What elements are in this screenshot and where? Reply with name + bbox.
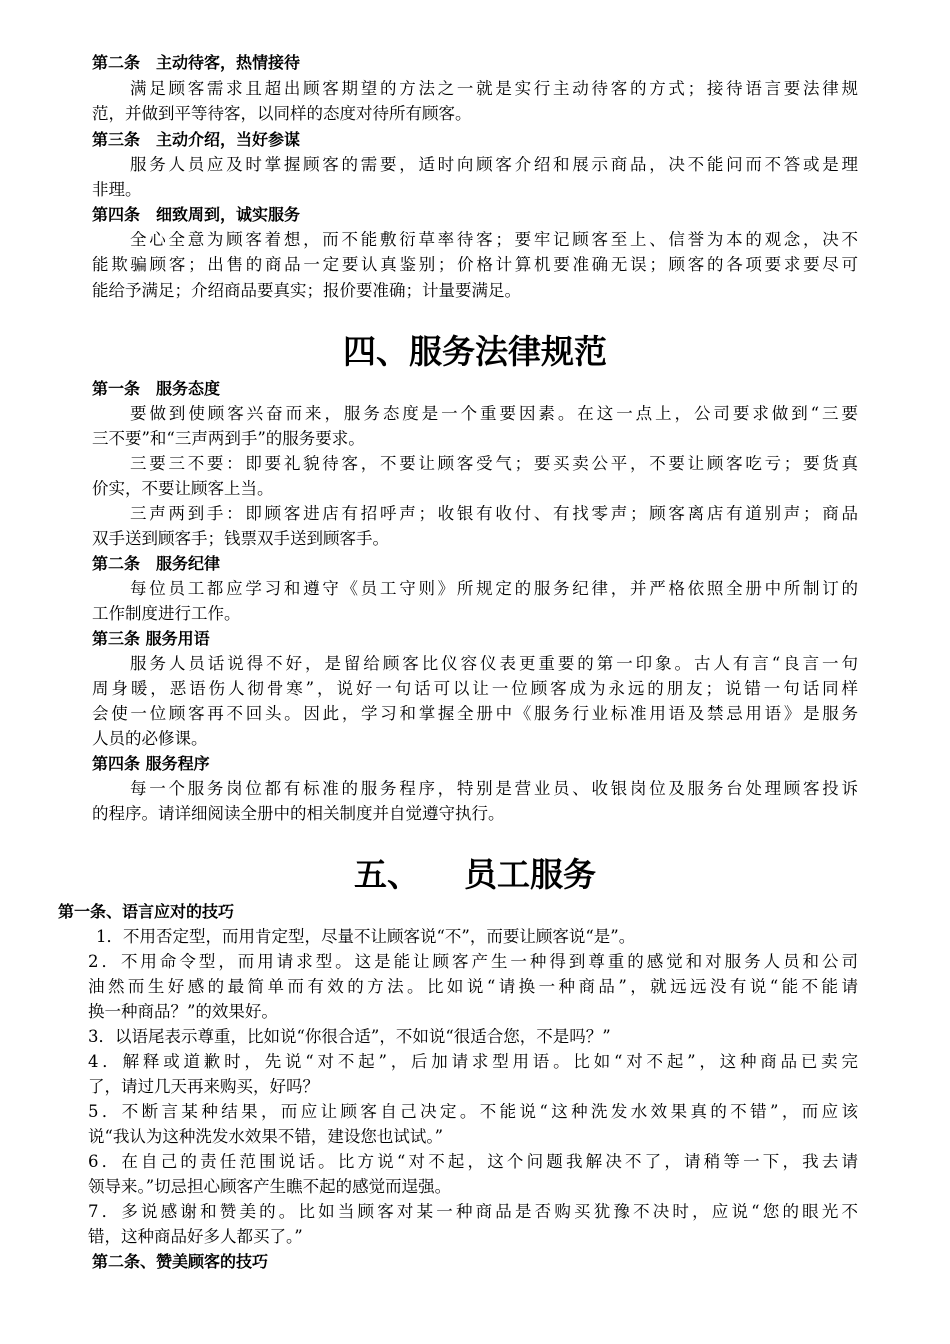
list-item-line: 1．不用否定型，而用肯定型，尽量不让顾客说“不”，而要让顾客说“是”。 (96, 927, 636, 946)
list-item-line: 换一种商品？”的效果好。 (88, 1002, 278, 1021)
article-title: 第三条 主动介绍，当好参谋 (92, 130, 301, 149)
article-title: 第二条、赞美顾客的技巧 (92, 1252, 269, 1271)
list-item-line: 4．解释或道歉时，先说“对不起”，后加请求型用语。比如“对不起”，这种商品已卖完 (88, 1052, 858, 1071)
list-item-line: 了，请过几天再来购买，好吗？ (88, 1077, 319, 1096)
section-title: 员工服务 (464, 855, 596, 894)
section-heading (0, 853, 950, 897)
list-item-line: 油然而生好感的最简单而有效的方法。比如说“请换一种商品”，就远远没有说“能不能请 (88, 977, 858, 996)
paragraph-line: 非理。 (92, 180, 142, 199)
paragraph-line: 价实，不要让顾客上当。 (92, 479, 274, 498)
paragraph-line: 三要三不要：即要礼貌待客，不要让顾客受气；要买卖公平，不要让顾客吃亏；要货真 (130, 454, 858, 473)
paragraph-line: 服务人员应及时掌握顾客的需要，适时向顾客介绍和展示商品，决不能问而不答或是理 (130, 155, 858, 174)
paragraph-line: 每位员工都应学习和遵守《员工守则》所规定的服务纪律，并严格依照全册中所制订的 (130, 579, 858, 598)
list-item-line: 5．不断言某种结果，而应让顾客自己决定。不能说“这种洗发水效果真的不错”，而应该 (88, 1102, 858, 1121)
paragraph-line: 全心全意为顾客着想，而不能敷衍草率待客；要牢记顾客至上、信誉为本的观念，决不 (130, 230, 858, 249)
paragraph-line: 三声两到手：即顾客进店有招呼声；收银有收付、有找零声；顾客离店有道别声；商品 (130, 504, 858, 523)
article-title: 第一条 服务态度 (92, 379, 221, 398)
article-title: 第二条 服务纪律 (92, 554, 221, 573)
section-number: 五、 (354, 855, 420, 894)
paragraph-line: 的程序。请详细阅读全册中的相关制度并自觉遵守执行。 (92, 804, 505, 823)
list-item-line: 领导来。”切忌担心顾客产生瞧不起的感觉而逞强。 (88, 1177, 452, 1196)
list-item-line: 2．不用命令型，而用请求型。这是能让顾客产生一种得到尊重的感觉和对服务人员和公司 (88, 952, 858, 971)
paragraph-line: 能欺骗顾客；出售的商品一定要认真鉴别；价格计算机要准确无误；顾客的各项要求要尽可 (92, 255, 858, 274)
paragraph-line: 周身暖，恶语伤人彻骨寒”，说好一句话可以让一位顾客成为永远的朋友；说错一句话同样 (92, 679, 858, 698)
paragraph-line: 能给予满足；介绍商品要真实；报价要准确；计量要满足。 (92, 281, 521, 300)
paragraph-line: 范，并做到平等待客，以同样的态度对待所有顾客。 (92, 104, 472, 123)
paragraph-line: 工作制度进行工作。 (92, 604, 241, 623)
article-title: 第一条、语言应对的技巧 (58, 902, 235, 921)
list-item-line: 7．多说感谢和赞美的。比如当顾客对某一种商品是否购买犹豫不决时，应说“您的眼光不 (88, 1202, 858, 1221)
paragraph-line: 会使一位顾客再不回头。因此，学习和掌握全册中《服务行业标准用语及禁忌用语》是服务 (92, 704, 858, 723)
paragraph-line: 要做到使顾客兴奋而来，服务态度是一个重要因素。在这一点上，公司要求做到“三要 (130, 404, 858, 423)
paragraph-line: 双手送到顾客手；钱票双手送到顾客手。 (92, 529, 389, 548)
paragraph-line: 人员的必修课。 (92, 729, 208, 748)
paragraph-line: 服务人员话说得不好，是留给顾客比仪容仪表更重要的第一印象。古人有言“良言一句 (130, 654, 858, 673)
paragraph-line: 三不要”和“三声两到手”的服务要求。 (92, 429, 365, 448)
list-item-line: 6．在自己的责任范围说话。比方说“对不起，这个问题我解决不了，请稍等一下，我去请 (88, 1152, 858, 1171)
section-heading: 四、服务法律规范 (343, 332, 607, 371)
paragraph-line: 每一个服务岗位都有标准的服务程序，特别是营业员、收银岗位及服务台处理顾客投诉 (130, 779, 858, 798)
article-title: 第三条 服务用语 (92, 629, 210, 648)
article-title: 第四条 细致周到，诚实服务 (92, 205, 301, 224)
list-item-line: 错，这种商品好多人都买了。” (88, 1227, 303, 1246)
paragraph-line: 满足顾客需求且超出顾客期望的方法之一就是实行主动待客的方式；接待语言要法律规 (130, 79, 858, 98)
article-title: 第二条 主动待客，热情接待 (92, 53, 301, 72)
article-title: 第四条 服务程序 (92, 754, 210, 773)
list-item-line: 3．以语尾表示尊重，比如说“你很合适”，不如说“很适合您，不是吗？” (88, 1027, 611, 1046)
list-item-line: 说“我认为这种洗发水效果不错，建设您也试试。” (88, 1127, 444, 1146)
